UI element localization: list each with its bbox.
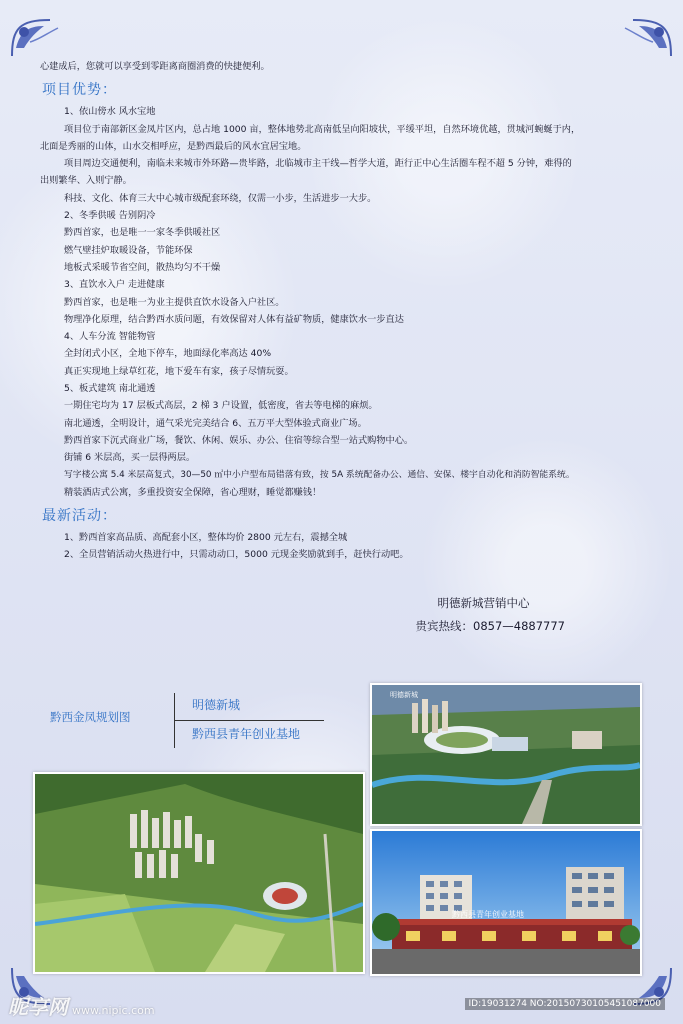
section-1-para-1b: 北面是秀丽的山体，山水交相呼应，是黔西最后的风水宜居宝地。 (40, 140, 307, 152)
section-3-title: 3、直饮水入户 走进健康 (64, 279, 165, 291)
intro-line: 心建成后，您就可以享受到零距离商圈消费的快捷便利。 (40, 61, 270, 72)
section-5-line-4: 街铺 6 米层高，买一层得两层。 (64, 452, 196, 464)
section-4-line-2: 真正实现地上绿草红花，地下爱车有家，孩子尽情玩耍。 (64, 365, 294, 377)
section-2-line-3: 地板式采暖节省空间，散热均匀不干燥 (64, 261, 221, 273)
section-2-line-2: 燃气壁挂炉取暖设备，节能环保 (64, 244, 193, 256)
bracket-horizontal-line (174, 720, 324, 721)
vip-hotline: 贵宾热线：0857—4887777 (415, 619, 565, 633)
corner-ornament-top-right (617, 18, 673, 58)
section-1-para-3: 科技、文化、体育三大中心城市级配套环绕，仅需一小步，生活进步一大步。 (64, 192, 377, 204)
section-2-line-1: 黔西首家，也是唯一一家冬季供暖社区 (64, 227, 221, 239)
watermark-id: ID:19031274 NO:20150730105451087000 (465, 998, 666, 1010)
aerial-stadium-photo (370, 683, 642, 826)
youth-base-label: 黔西县青年创业基地 (192, 727, 301, 741)
plan-map-label: 黔西金凤规划图 (50, 710, 131, 724)
advantages-heading: 项目优势： (42, 82, 117, 99)
section-5-line-5: 写字楼公寓 5.4 米层高复式，30—50 ㎡中小户型布局错落有致，按 5A 系统配备办公、通信、安保、楼宇自动化和消防智能系统。 (64, 469, 575, 480)
activities-heading: 最新活动： (42, 508, 117, 525)
activity-1: 1、黔西首家高品质、高配套小区，整体均价 2800 元左右，震撼全城 (64, 532, 348, 544)
section-5-line-3: 黔西首家下沉式商业广场，餐饮、休闲、娱乐、办公、住宿等综合型一站式购物中心。 (64, 434, 414, 446)
section-3-line-1: 黔西首家，也是唯一为业主提供直饮水设备入户社区。 (64, 296, 285, 308)
activity-2: 2、全员营销活动火热进行中，只需动动口，5000 元现金奖励就到手，赶快行动吧。 (64, 549, 409, 561)
section-4-line-1: 全封闭式小区，全地下停车，地面绿化率高达 40% (64, 348, 272, 360)
section-3-line-2: 物理净化原理，结合黔西水质问题，有效保留对人体有益矿物质，健康饮水一步直达 (64, 313, 404, 325)
document-body (40, 58, 650, 564)
section-5-line-1: 一期住宅均为 17 层板式高层，2 梯 3 户设置，低密度，省去等电梯的麻烦。 (64, 400, 378, 412)
watermark-brand (8, 991, 155, 1020)
sales-center-name: 明德新城营销中心 (437, 596, 530, 610)
aerial-sign-text: 明德新城 (390, 691, 418, 699)
signature-block (416, 594, 565, 636)
section-5-title: 5、板式建筑 南北通透 (64, 383, 156, 395)
project-name-label: 明德新城 (192, 698, 241, 712)
plan-aerial-photo (33, 772, 365, 974)
section-1-para-2b: 出则繁华、入则宁静。 (40, 175, 132, 187)
building-sign-text: 黔西县青年创业基地 (452, 910, 524, 919)
section-2-title: 2、冬季供暖 告别阴冷 (64, 210, 156, 222)
section-4-title: 4、人车分流 智能物管 (64, 331, 156, 343)
section-1-para-1a: 项目位于南部新区金凤片区内，总占地 1000 亩，整体地势北高南低呈向阳坡状，平缓平坦，自然环境优越，贯城河蜿蜒于内， (64, 123, 581, 135)
section-5-line-2: 南北通透，全明设计，通气采光完美结合 6、五万平大型体验式商业广场。 (64, 417, 367, 429)
watermark-brand-text: 昵享网 (8, 995, 68, 1019)
section-5-line-6: 精装酒店式公寓，多重投资安全保障，省心理财，睡觉都赚钱！ (64, 486, 322, 498)
watermark-url: www.nipic.com (72, 1004, 155, 1017)
corner-ornament-top-left (10, 18, 66, 58)
section-1-para-2a: 项目周边交通便利，南临未来城市外环路—贵毕路，北临城市主干线—哲学大道，距行正中心生活圈车程不超 5 分钟，难得的 (64, 158, 572, 170)
youth-base-building-photo (370, 829, 642, 976)
section-1-title: 1、依山傍水 风水宝地 (64, 106, 156, 118)
